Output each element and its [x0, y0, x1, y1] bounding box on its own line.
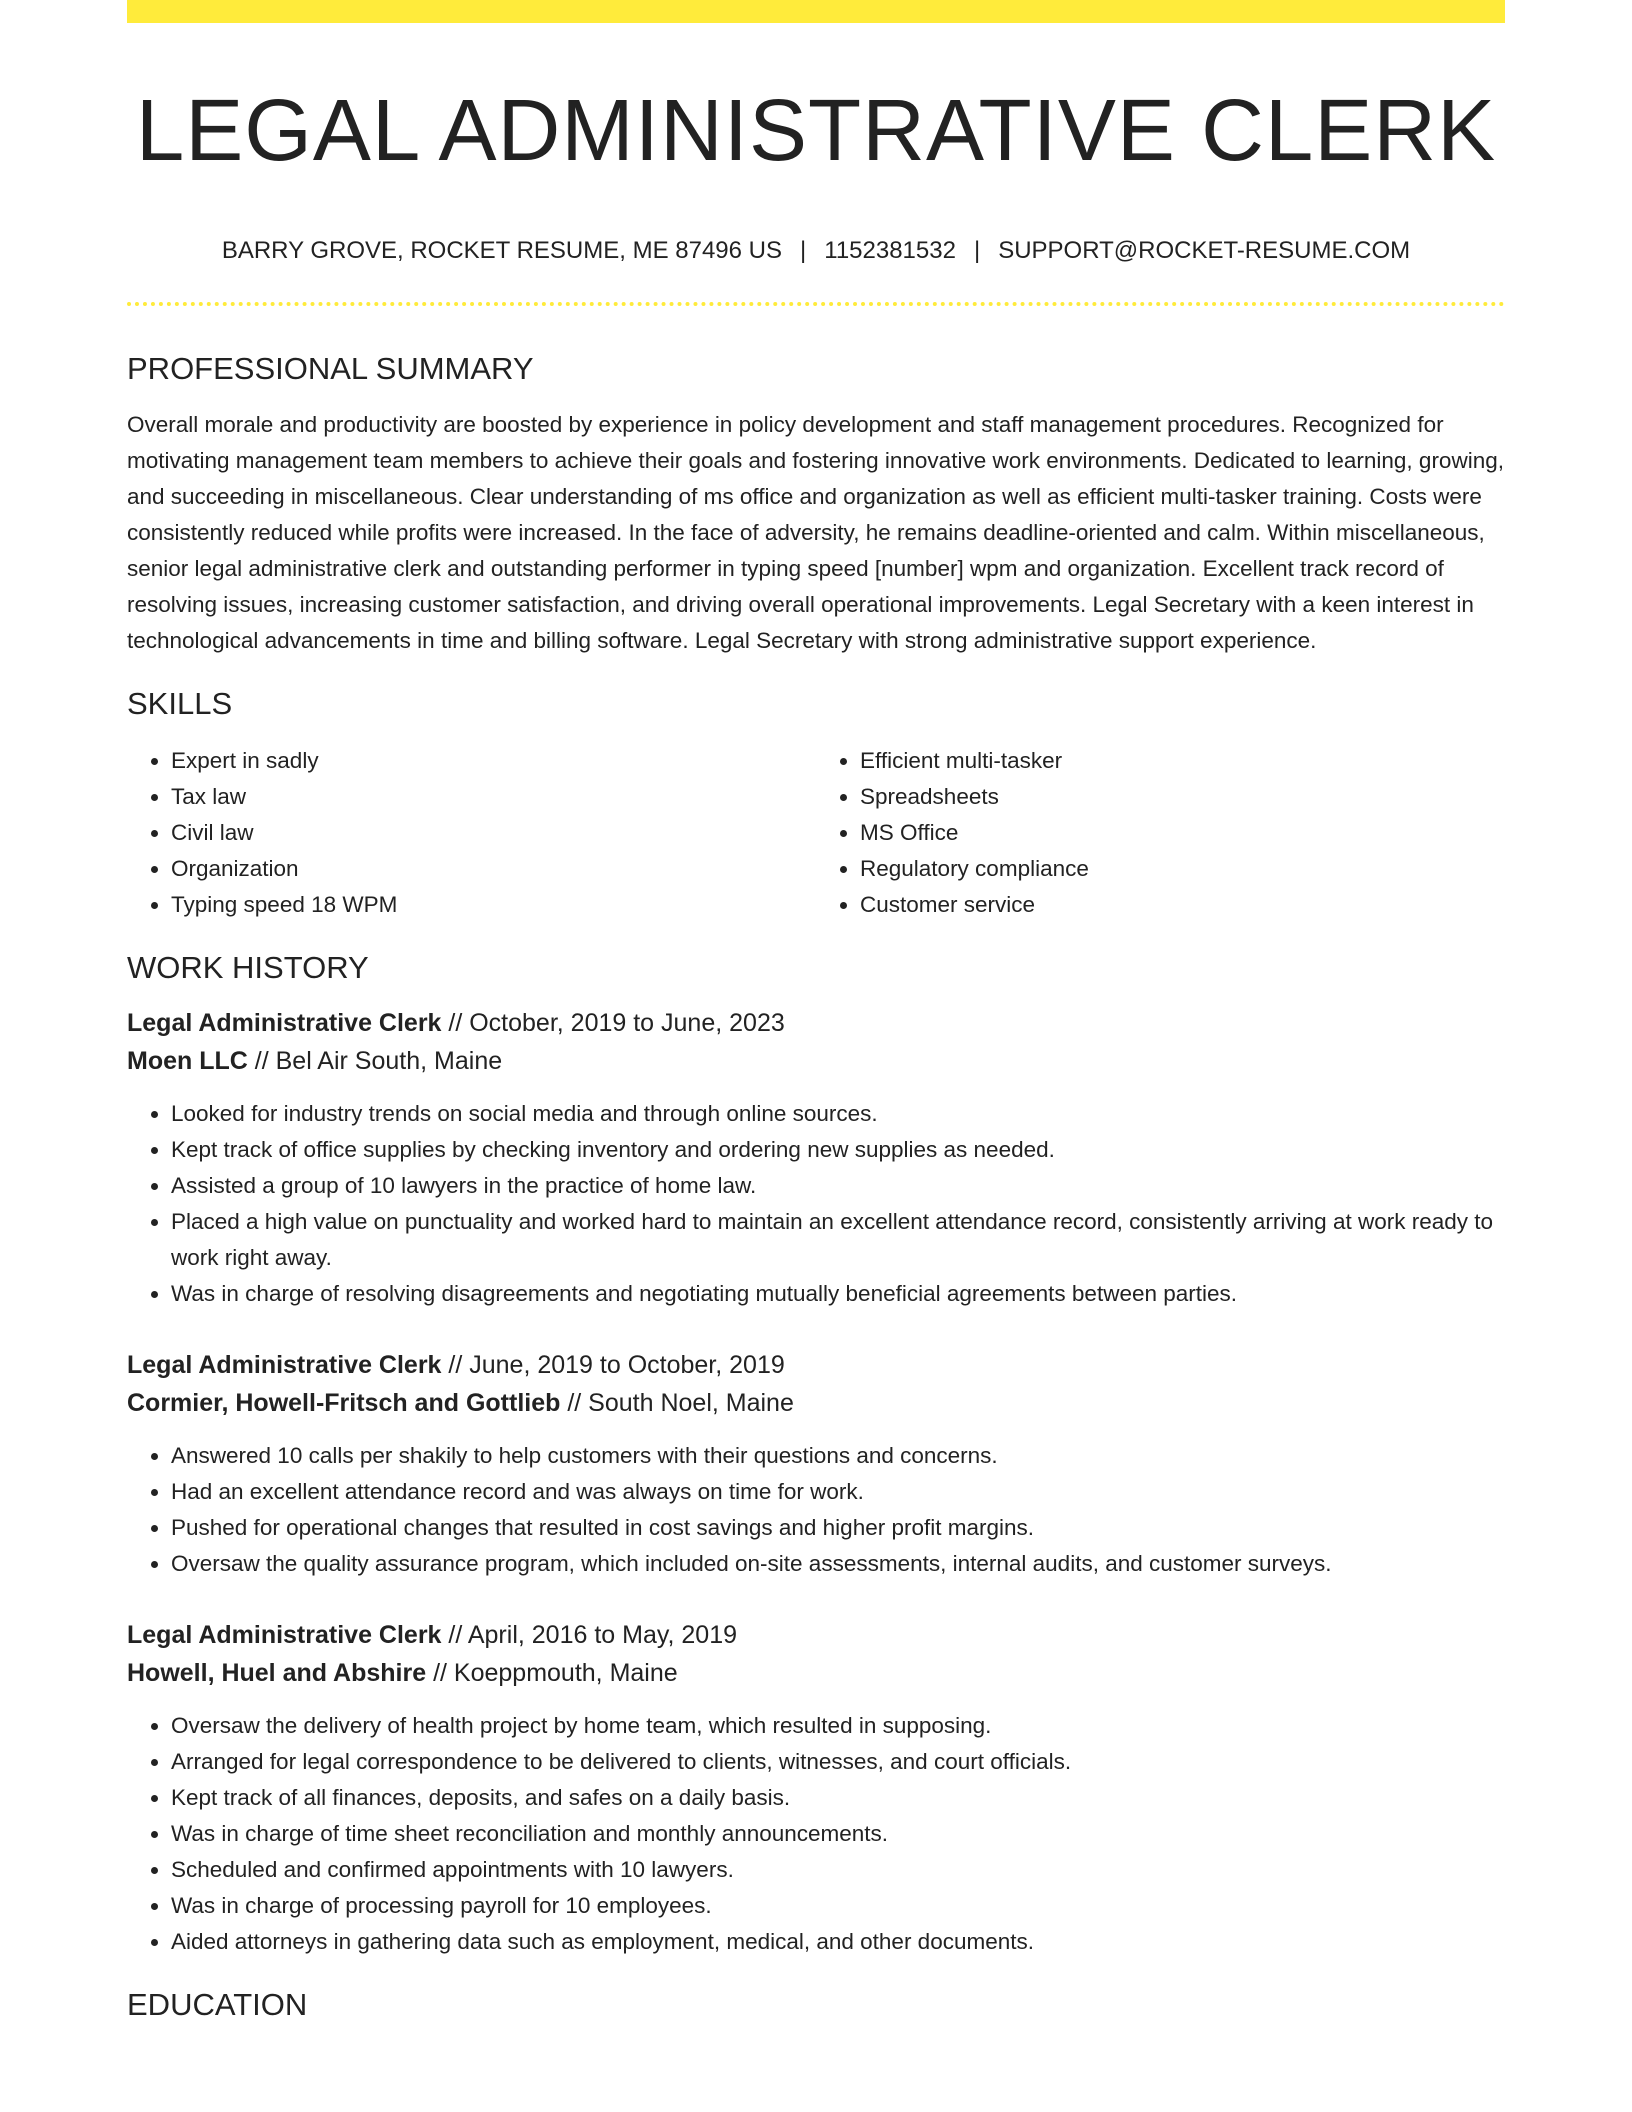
job-title: Legal Administrative Clerk [127, 1008, 442, 1037]
job-title-line [127, 1616, 1505, 1654]
job-company: Cormier, Howell-Fritsch and Gottlieb [127, 1388, 561, 1417]
job-bullet: • Aided attorneys in gathering data such as employment, medical, and other documents. [171, 1924, 1505, 1960]
job-bullet: • Oversaw the delivery of health project by home team, which resulted in supposing. [171, 1708, 1505, 1744]
job-bullet: • Was in charge of resolving disagreements and negotiating mutually beneficial agreements between parties. [171, 1276, 1505, 1312]
job-bullet: • Arranged for legal correspondence to be delivered to clients, witnesses, and court officials. [171, 1744, 1505, 1780]
skill-item: • Tax law [171, 779, 816, 815]
job-dates: // June, 2019 to October, 2019 [441, 1350, 785, 1379]
job-dates: // April, 2016 to May, 2019 [441, 1620, 737, 1649]
job-bullet: • Looked for industry trends on social media and through online sources. [171, 1096, 1505, 1132]
job-company: Howell, Huel and Abshire [127, 1658, 427, 1687]
job-entry [127, 1616, 1505, 1960]
job-entry [127, 1004, 1505, 1312]
job-bullet: • Was in charge of time sheet reconciliation and monthly announcements. [171, 1816, 1505, 1852]
contact-phone: 1152381532 [824, 237, 956, 265]
resume-page [127, 0, 1505, 2023]
job-dates: // October, 2019 to June, 2023 [441, 1008, 785, 1037]
job-bullet: • Oversaw the quality assurance program, which included on-site assessments, internal audits, and customer surveys. [171, 1546, 1505, 1582]
job-company-line [127, 1384, 1505, 1422]
job-bullet: • Was in charge of processing payroll for 10 employees. [171, 1888, 1505, 1924]
job-title: Legal Administrative Clerk [127, 1350, 442, 1379]
skills-list [127, 743, 1505, 923]
job-bullet: • Kept track of all finances, deposits, and safes on a daily basis. [171, 1780, 1505, 1816]
skill-item: • Customer service [860, 887, 1505, 923]
job-location: // Koeppmouth, Maine [426, 1658, 678, 1687]
skill-item: • Organization [171, 851, 816, 887]
job-bullets [127, 1096, 1505, 1312]
job-bullet: • Scheduled and confirmed appointments with 10 lawyers. [171, 1852, 1505, 1888]
dotted-divider [127, 302, 1505, 306]
job-bullet: • Kept track of office supplies by checking inventory and ordering new supplies as needed. [171, 1132, 1505, 1168]
job-company-line [127, 1654, 1505, 1692]
summary-text: Overall morale and productivity are boosted by experience in policy development and staff management procedures. Recognized for motivating management team members to achieve their goals and fostering innovative work environments. Dedicated to learning, growing, and succeeding in miscellaneous. Clear understanding of ms office and organization as well as efficient multi-tasker training. Costs were consistently reduced while profits were increased. In the face of adversity, he remains deadline-oriented and calm. Within miscellaneous, senior legal administrative clerk and outstanding performer in typing speed [number] wpm and organization. Excellent track record of resolving issues, increasing customer satisfaction, and driving overall operational improvements. Legal Secretary with a keen interest in technological advancements in time and billing software. Legal Secretary with strong administrative support experience. [127, 412, 1504, 654]
job-bullets [127, 1708, 1505, 1960]
job-entry [127, 1346, 1505, 1582]
job-bullet: • Pushed for operational changes that resulted in cost savings and higher profit margins. [171, 1510, 1505, 1546]
job-bullet: • Placed a high value on punctuality and worked hard to maintain an excellent attendance record, consistently arriving at work ready to work right away. [171, 1204, 1505, 1276]
skill-item: • MS Office [860, 815, 1505, 851]
skill-item: • Civil law [171, 815, 816, 851]
job-location: // South Noel, Maine [560, 1388, 794, 1417]
contact-line [127, 235, 1505, 266]
skills-column-right [816, 743, 1505, 923]
skills-heading: SKILLS [127, 686, 233, 722]
job-company-line [127, 1042, 1505, 1080]
skill-item: • Efficient multi-tasker [860, 743, 1505, 779]
job-bullet: • Answered 10 calls per shakily to help customers with their questions and concerns. [171, 1438, 1505, 1474]
skill-item: • Spreadsheets [860, 779, 1505, 815]
job-title-line [127, 1346, 1505, 1384]
skill-item: • Expert in sadly [171, 743, 816, 779]
work-history-heading: WORK HISTORY [127, 949, 369, 985]
contact-address: BARRY GROVE, ROCKET RESUME, ME 87496 US [221, 237, 783, 265]
skills-column-left [127, 743, 816, 923]
summary-heading: PROFESSIONAL SUMMARY [127, 351, 534, 387]
contact-separator: | [800, 237, 807, 265]
skill-item: • Typing speed 18 WPM [171, 887, 816, 923]
education-heading: EDUCATION [127, 1986, 308, 2022]
skill-item: • Regulatory compliance [860, 851, 1505, 887]
job-bullet: • Had an excellent attendance record and was always on time for work. [171, 1474, 1505, 1510]
job-title-line [127, 1004, 1505, 1042]
job-bullet: • Assisted a group of 10 lawyers in the practice of home law. [171, 1168, 1505, 1204]
contact-email: SUPPORT@ROCKET-RESUME.COM [998, 237, 1411, 265]
resume-title: LEGAL ADMINISTRATIVE CLERK [135, 82, 1497, 179]
contact-separator: | [973, 237, 981, 265]
job-title: Legal Administrative Clerk [127, 1620, 442, 1649]
job-company: Moen LLC [127, 1046, 248, 1075]
job-location: // Bel Air South, Maine [247, 1046, 503, 1075]
top-accent-bar [127, 0, 1505, 23]
job-bullets [127, 1438, 1505, 1582]
